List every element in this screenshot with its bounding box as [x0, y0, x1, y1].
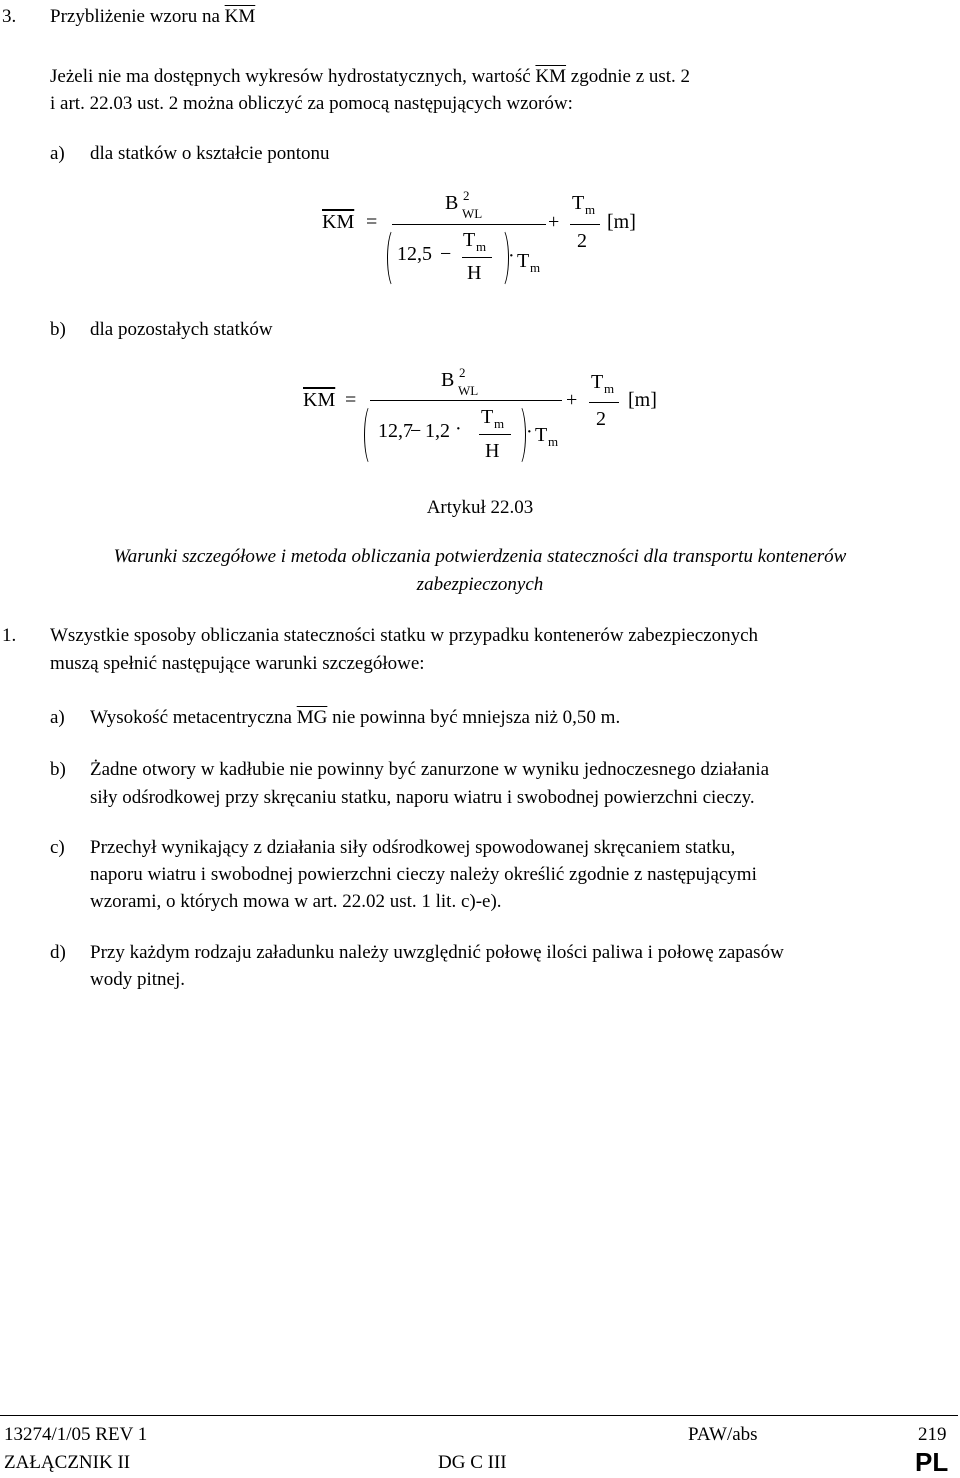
formula-a-right-paren	[494, 228, 509, 288]
footer-annex: ZAŁĄCZNIK II	[4, 1452, 131, 1473]
formula-a-unit: [m]	[607, 211, 636, 233]
formula-b-outer-T: T	[535, 424, 548, 446]
formula-a-minus: −	[440, 243, 452, 265]
formula-b-dot-1: ·	[455, 418, 462, 440]
para-1-line-2: muszą spełnić następujące warunki szczegółowe:	[50, 653, 425, 674]
formula-b-inner-H: H	[485, 440, 500, 462]
section-number: 3.	[2, 6, 17, 27]
formula-a-main-fraction-bar	[392, 224, 546, 225]
item-d-marker: d)	[50, 942, 66, 963]
formula-b-plus: +	[566, 389, 578, 411]
item-c-line-1: Przechył wynikający z działania siły odśrodkowej spowodowanej skręcaniem statku,	[90, 837, 736, 858]
footer-dg: DG C III	[438, 1452, 507, 1473]
formula-b-eq: =	[345, 389, 357, 411]
case-b-text: dla pozostałych statków	[90, 319, 273, 340]
formula-b-inner-fraction-bar	[479, 434, 511, 435]
formula-a-numerator-B: B	[445, 192, 459, 214]
article-heading: Artykuł 22.03	[426, 497, 534, 518]
formula-a-numerator-sup: 2	[463, 188, 470, 203]
item-d-line-1: Przy każdym rodzaju załadunku należy uwzględnić połowę ilości paliwa i połowę zapasów	[90, 942, 784, 963]
item-c-line-2: naporu wiatru i swobodnej powierzchni cieczy należy określić zgodnie z następującymi	[90, 864, 757, 885]
formula-b-left-paren	[364, 404, 379, 466]
article-subtitle-line-1: Warunki szczegółowe i metoda obliczania potwierdzenia stateczności dla transportu kontenerów	[113, 546, 847, 567]
formula-a-numerator-sub: WL	[462, 206, 483, 221]
item-d-line-2: wody pitnej.	[90, 969, 185, 990]
formula-b-numerator-sup: 2	[459, 365, 466, 380]
formula-a-dot: ·	[508, 245, 515, 267]
formula-b-outer-T-sub: m	[548, 434, 559, 449]
case-a-marker: a)	[50, 143, 65, 164]
footer-initials: PAW/abs	[688, 1424, 758, 1445]
mg-symbol: $\overline{MG}$	[296, 707, 328, 728]
item-b-line-1: Żadne otwory w kadłubie nie powinny być zanurzone w wyniku jednoczesnego działania	[90, 759, 770, 780]
item-b-line-2: siły odśrodkowej przy skręcaniu statku, naporu wiatru i swobodnej powierzchni cieczy.	[90, 787, 755, 808]
formula-a-outer-T: T	[517, 250, 530, 272]
formula-b-unit: [m]	[628, 389, 657, 411]
formula-a-inner-T-sub: m	[476, 239, 487, 254]
formula-b-right-paren	[511, 404, 526, 466]
formula-b-two: 2	[596, 408, 606, 430]
footer-lang: PL	[915, 1447, 949, 1477]
para-1-line-1: Wszystkie sposoby obliczania stateczności statku w przypadku kontenerów zabezpieczonych	[50, 625, 759, 646]
footer-page-number: 219	[918, 1424, 947, 1445]
formula-b-half-fraction-bar	[589, 402, 619, 403]
footer-rule	[0, 1415, 958, 1416]
intro-line-1: Jeżeli nie ma dostępnych wykresów hydrostatycznych, wartość $\overline{KM}$ zgodnie z ust. 2	[50, 66, 691, 87]
case-b-marker: b)	[50, 319, 66, 340]
formula-a-lhs: $\overline{KM}$	[322, 211, 355, 233]
formula-b-inner-T: T	[481, 406, 494, 428]
formula-b-T2-sub: m	[604, 381, 615, 396]
formula-a-coef: 12,5	[397, 243, 432, 265]
formula-a-two: 2	[577, 230, 587, 252]
km-symbol: $\overline{KM}$	[224, 6, 256, 27]
formula-a-inner-fraction-bar	[462, 257, 492, 258]
item-c-marker: c)	[50, 837, 65, 858]
section-title: Przybliżenie wzoru na $\overline{KM}$	[50, 6, 256, 27]
para-1-number: 1.	[2, 625, 17, 646]
formula-a-T2-sub: m	[585, 202, 596, 217]
formula-a-inner-H: H	[467, 262, 482, 284]
formula-a-plus: +	[548, 211, 560, 233]
formula-b-lhs: $\overline{KM}$	[303, 389, 336, 411]
intro-line-2: i art. 22.03 ust. 2 można obliczyć za pomocą następujących wzorów:	[50, 93, 573, 114]
article-subtitle-line-2: zabezpieczonych	[416, 574, 544, 595]
formula-b-inner-T-sub: m	[494, 416, 505, 431]
formula-b-T2: T	[591, 371, 604, 393]
formula-b-coef: 12,7	[378, 420, 413, 442]
formula-b-main-fraction-bar	[370, 400, 562, 401]
formula-b-dot-2: ·	[526, 421, 533, 443]
formula-a-eq: =	[366, 211, 378, 233]
formula-a-inner-T: T	[463, 229, 476, 251]
item-c-line-3: wzorami, o których mowa w art. 22.02 ust. 1 lit. c)-e).	[90, 891, 502, 912]
km-symbol: $\overline{KM}$	[535, 66, 567, 87]
formula-b-numerator-B: B	[441, 369, 455, 391]
item-b-marker: b)	[50, 759, 66, 780]
formula-a-T2: T	[572, 192, 585, 214]
formula-a-half-fraction-bar	[570, 224, 600, 225]
case-a-text: dla statków o kształcie pontonu	[90, 143, 330, 164]
formula-b-numerator-sub: WL	[458, 383, 479, 398]
formula-b-minus: −	[410, 420, 422, 442]
formula-b-coef2: 1,2	[425, 420, 450, 442]
item-a-text: Wysokość metacentryczna $\overline{MG}$ nie powinna być mniejsza niż 0,50 m.	[90, 707, 621, 728]
item-a-marker: a)	[50, 707, 65, 728]
formula-a-outer-T-sub: m	[530, 260, 541, 275]
footer-doc-ref: 13274/1/05 REV 1	[4, 1424, 148, 1445]
